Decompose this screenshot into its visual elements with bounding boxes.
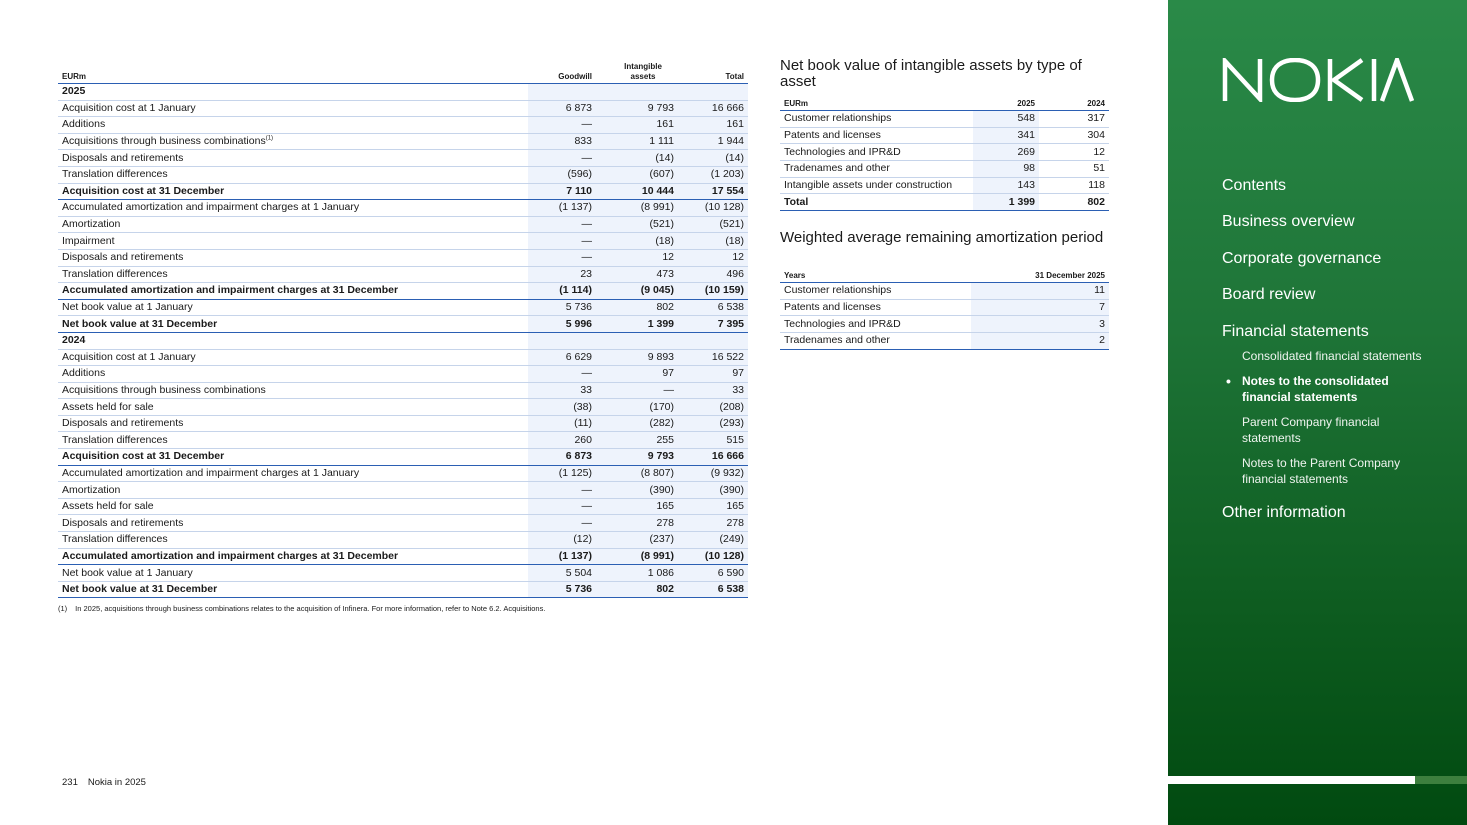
value-2024: 802 (1039, 194, 1109, 211)
intangible-value: (237) (596, 532, 678, 549)
table-header-row (780, 99, 1109, 111)
row-label: Acquisition cost at 1 January (58, 349, 528, 366)
table-row (58, 249, 748, 266)
intangible-value: (18) (596, 233, 678, 250)
row-label: Technologies and IPR&D (780, 144, 973, 161)
goodwill-value: 833 (528, 133, 596, 150)
footnote-marker: (1) (58, 604, 68, 613)
row-label: Accumulated amortization and impairment charges at 31 December (58, 283, 528, 300)
table-row (780, 333, 1109, 350)
progress-bar-remainder (1415, 776, 1467, 784)
nav-item-notes-to-the-parent-company-financial-statements[interactable]: Notes to the Parent Company financial statements (1242, 455, 1401, 486)
intangible-value: (282) (596, 415, 678, 432)
row-label: Amortization (58, 216, 528, 233)
value-2025: 341 (973, 127, 1039, 144)
row-label: Accumulated amortization and impairment charges at 1 January (58, 200, 528, 217)
column-header-total: Total (678, 62, 748, 84)
page-number: 231 (62, 777, 78, 788)
row-label: Customer relationships (780, 111, 973, 128)
intangible-value: (390) (596, 482, 678, 499)
row-label: Translation differences (58, 266, 528, 283)
intangible-value: (9 045) (596, 283, 678, 300)
value-2024: 118 (1039, 177, 1109, 194)
row-label: Disposals and retirements (58, 150, 528, 167)
table-header-row (58, 62, 748, 84)
intangible-value: 1 086 (596, 565, 678, 582)
goodwill-value: — (528, 150, 596, 167)
goodwill-value: 5 504 (528, 565, 596, 582)
table-row (780, 299, 1109, 316)
nav-item-notes-to-the-consolidated-financial-statements[interactable]: • Notes to the consolidated financial statements (1242, 373, 1422, 405)
goodwill-value: — (528, 498, 596, 515)
goodwill-value: 5 996 (528, 316, 596, 333)
table-row (58, 349, 748, 366)
row-label: Translation differences (58, 532, 528, 549)
goodwill-value: — (528, 515, 596, 532)
nav-item-board-review[interactable]: Board review (1222, 286, 1316, 304)
total-value: (14) (678, 150, 748, 167)
row-label: Disposals and retirements (58, 415, 528, 432)
total-value: 278 (678, 515, 748, 532)
table-row (58, 565, 748, 582)
nav-item-contents[interactable]: Contents (1222, 177, 1287, 194)
total-value: (249) (678, 532, 748, 549)
goodwill-value: 260 (528, 432, 596, 449)
column-header-label: EURm (58, 62, 528, 84)
row-label: Disposals and retirements (58, 249, 528, 266)
value-2025: 269 (973, 144, 1039, 161)
goodwill-value: — (528, 482, 596, 499)
table-row (58, 100, 748, 117)
table-row (58, 366, 748, 383)
nokia-logo (1222, 58, 1414, 102)
intangible-value: (521) (596, 216, 678, 233)
intangible-value: 255 (596, 432, 678, 449)
table-row (58, 266, 748, 283)
total-value: 33 (678, 382, 748, 399)
row-label: Total (780, 194, 973, 211)
value-2024: 304 (1039, 127, 1109, 144)
value-2025: 1 399 (973, 194, 1039, 211)
row-label: Tradenames and other (780, 161, 973, 178)
goodwill-value: — (528, 233, 596, 250)
goodwill-value: (1 114) (528, 283, 596, 300)
value-2024: 51 (1039, 161, 1109, 178)
total-value: (18) (678, 233, 748, 250)
total-value: 97 (678, 366, 748, 383)
table-row (58, 183, 748, 200)
table-row (780, 144, 1109, 161)
row-label: Additions (58, 117, 528, 134)
total-value (678, 84, 748, 101)
nav-item-other-information[interactable]: Other information (1222, 503, 1346, 521)
row-label: Net book value at 31 December (58, 581, 528, 598)
table-row (58, 316, 748, 333)
table-row (58, 432, 748, 449)
intangible-value: 9 793 (596, 449, 678, 466)
row-label: Acquisition cost at 1 January (58, 100, 528, 117)
table-row (58, 233, 748, 250)
intangible-value (596, 332, 678, 349)
table-row (58, 399, 748, 416)
total-value: 6 590 (678, 565, 748, 582)
column-header-2025: 2025 (973, 99, 1039, 111)
years-value: 11 (971, 283, 1109, 300)
total-value: (521) (678, 216, 748, 233)
row-label: Accumulated amortization and impairment charges at 1 January (58, 465, 528, 482)
total-value: (10 128) (678, 200, 748, 217)
page-footer (62, 777, 156, 788)
goodwill-value: (596) (528, 166, 596, 183)
goodwill-value: 6 873 (528, 449, 596, 466)
table-row (780, 316, 1109, 333)
goodwill-value: — (528, 249, 596, 266)
table-row (780, 177, 1109, 194)
table-row (58, 532, 748, 549)
table-row (58, 299, 748, 316)
row-label: Acquisition cost at 31 December (58, 183, 528, 200)
total-value: (1 203) (678, 166, 748, 183)
column-header-goodwill: Goodwill (528, 62, 596, 84)
goodwill-value: 5 736 (528, 581, 596, 598)
goodwill-value: (38) (528, 399, 596, 416)
total-value: 496 (678, 266, 748, 283)
row-label: Acquisition cost at 31 December (58, 449, 528, 466)
intangible-value: 802 (596, 299, 678, 316)
intangible-value: 1 399 (596, 316, 678, 333)
goodwill-value: (12) (528, 532, 596, 549)
row-label: Acquisitions through business combinations (58, 382, 528, 399)
row-label: Accumulated amortization and impairment charges at 31 December (58, 548, 528, 565)
value-2025: 143 (973, 177, 1039, 194)
footnote-reference: (1) (265, 135, 274, 142)
table-row (58, 150, 748, 167)
intangible-value: (14) (596, 150, 678, 167)
goodwill-value: (1 125) (528, 465, 596, 482)
row-label: Translation differences (58, 432, 528, 449)
nav-item-consolidated-financial-statements[interactable]: Consolidated financial statements (1242, 348, 1422, 363)
intangible-value (596, 84, 678, 101)
goodwill-value: (1 137) (528, 548, 596, 565)
nav-item-corporate-governance[interactable]: Corporate governance (1222, 249, 1382, 267)
net-book-value-title: Net book value of intangible assets by type of asset (780, 57, 1082, 90)
total-value: 16 522 (678, 349, 748, 366)
intangible-value: (170) (596, 399, 678, 416)
table-header-row (780, 271, 1109, 283)
goodwill-value (528, 332, 596, 349)
column-header-intangible: Intangible assets (596, 62, 678, 84)
table-row (58, 581, 748, 598)
nav-item-parent-company-financial-statements[interactable]: Parent Company financial statements (1242, 414, 1380, 445)
intangible-value: 97 (596, 366, 678, 383)
table-row (780, 111, 1109, 128)
row-label: Additions (58, 366, 528, 383)
row-label: Tradenames and other (780, 333, 971, 350)
net-book-value-table (780, 99, 1109, 211)
goodwill-value: — (528, 216, 596, 233)
row-label: Net book value at 1 January (58, 565, 528, 582)
goodwill-value (528, 84, 596, 101)
sidebar-nav (1222, 176, 1422, 539)
table-row (780, 194, 1109, 211)
goodwill-value: (1 137) (528, 200, 596, 217)
year-row (58, 84, 748, 101)
value-2025: 548 (973, 111, 1039, 128)
intangible-value: 165 (596, 498, 678, 515)
intangible-value: 278 (596, 515, 678, 532)
goodwill-value: — (528, 366, 596, 383)
years-value: 7 (971, 299, 1109, 316)
value-2025: 98 (973, 161, 1039, 178)
footnote-text: In 2025, acquisitions through business combinations relates to the acquisition of Infinera. For more information, refer to Note 6.2. Acquisitions. (75, 604, 546, 613)
intangible-value: 9 793 (596, 100, 678, 117)
table-row (58, 465, 748, 482)
progress-bar (1168, 776, 1418, 784)
total-value: (293) (678, 415, 748, 432)
sidebar (1168, 0, 1467, 825)
table-row (58, 283, 748, 300)
total-value: (9 932) (678, 465, 748, 482)
total-value: 17 554 (678, 183, 748, 200)
total-value: 12 (678, 249, 748, 266)
total-value: (10 159) (678, 283, 748, 300)
total-value: 7 395 (678, 316, 748, 333)
table-row (58, 498, 748, 515)
total-value: (390) (678, 482, 748, 499)
goodwill-value: 6 629 (528, 349, 596, 366)
nav-item-financial-statements[interactable]: Financial statements (1222, 322, 1369, 340)
table-row (58, 548, 748, 565)
value-2024: 317 (1039, 111, 1109, 128)
row-label: Amortization (58, 482, 528, 499)
row-label: Customer relationships (780, 283, 971, 300)
row-label: Disposals and retirements (58, 515, 528, 532)
intangible-value: 12 (596, 249, 678, 266)
goodwill-value: 7 110 (528, 183, 596, 200)
total-value: 1 944 (678, 133, 748, 150)
total-value: 165 (678, 498, 748, 515)
total-value: 6 538 (678, 299, 748, 316)
table-row (780, 283, 1109, 300)
column-header-2024: 2024 (1039, 99, 1109, 111)
intangible-value: (8 991) (596, 548, 678, 565)
row-label: Net book value at 31 December (58, 316, 528, 333)
goodwill-value: — (528, 117, 596, 134)
table-row (58, 449, 748, 466)
row-label: Translation differences (58, 166, 528, 183)
total-value: (10 128) (678, 548, 748, 565)
total-value: 515 (678, 432, 748, 449)
goodwill-value: 5 736 (528, 299, 596, 316)
value-2024: 12 (1039, 144, 1109, 161)
total-value: (208) (678, 399, 748, 416)
amortization-period-table (780, 271, 1109, 350)
goodwill-value: 33 (528, 382, 596, 399)
footnote (58, 604, 553, 613)
intangible-value: 10 444 (596, 183, 678, 200)
intangible-value: — (596, 382, 678, 399)
column-header-date: 31 December 2025 (971, 271, 1109, 283)
table-row (780, 127, 1109, 144)
table-row (58, 166, 748, 183)
publication-name: Nokia in 2025 (87, 777, 146, 788)
row-label: Assets held for sale (58, 498, 528, 515)
table-row (58, 216, 748, 233)
intangible-value: (8 807) (596, 465, 678, 482)
column-header-label: EURm (780, 99, 973, 111)
nav-item-business-overview[interactable]: Business overview (1222, 213, 1355, 231)
table-row (58, 415, 748, 432)
row-label: 2025 (58, 84, 528, 101)
row-label: Patents and licenses (780, 299, 971, 316)
table-row (58, 515, 748, 532)
intangible-value: 9 893 (596, 349, 678, 366)
goodwill-value: 6 873 (528, 100, 596, 117)
years-value: 3 (971, 316, 1109, 333)
table-row (58, 200, 748, 217)
row-label: Technologies and IPR&D (780, 316, 971, 333)
total-value: 6 538 (678, 581, 748, 598)
table-row (780, 161, 1109, 178)
goodwill-value: 23 (528, 266, 596, 283)
row-label: Net book value at 1 January (58, 299, 528, 316)
table-row (58, 482, 748, 499)
total-value: 16 666 (678, 449, 748, 466)
total-value: 16 666 (678, 100, 748, 117)
year-row (58, 332, 748, 349)
amortization-period-title: Weighted average remaining amortization period (780, 229, 1104, 246)
row-label: 2024 (58, 332, 528, 349)
table-row (58, 382, 748, 399)
row-label: Intangible assets under construction (780, 177, 973, 194)
table-row (58, 117, 748, 134)
intangible-assets-table (58, 62, 748, 598)
row-label: Acquisitions through business combinations$^{(1)}$ (58, 133, 528, 150)
intangible-value: 802 (596, 581, 678, 598)
intangible-value: (8 991) (596, 200, 678, 217)
total-value: 161 (678, 117, 748, 134)
row-label: Assets held for sale (58, 399, 528, 416)
intangible-value: 1 111 (596, 133, 678, 150)
goodwill-value: (11) (528, 415, 596, 432)
row-label: Patents and licenses (780, 127, 973, 144)
intangible-value: (607) (596, 166, 678, 183)
total-value (678, 332, 748, 349)
table-row (58, 133, 748, 150)
intangible-value: 473 (596, 266, 678, 283)
intangible-value: 161 (596, 117, 678, 134)
column-header-label: Years (780, 271, 971, 283)
years-value: 2 (971, 333, 1109, 350)
row-label: Impairment (58, 233, 528, 250)
